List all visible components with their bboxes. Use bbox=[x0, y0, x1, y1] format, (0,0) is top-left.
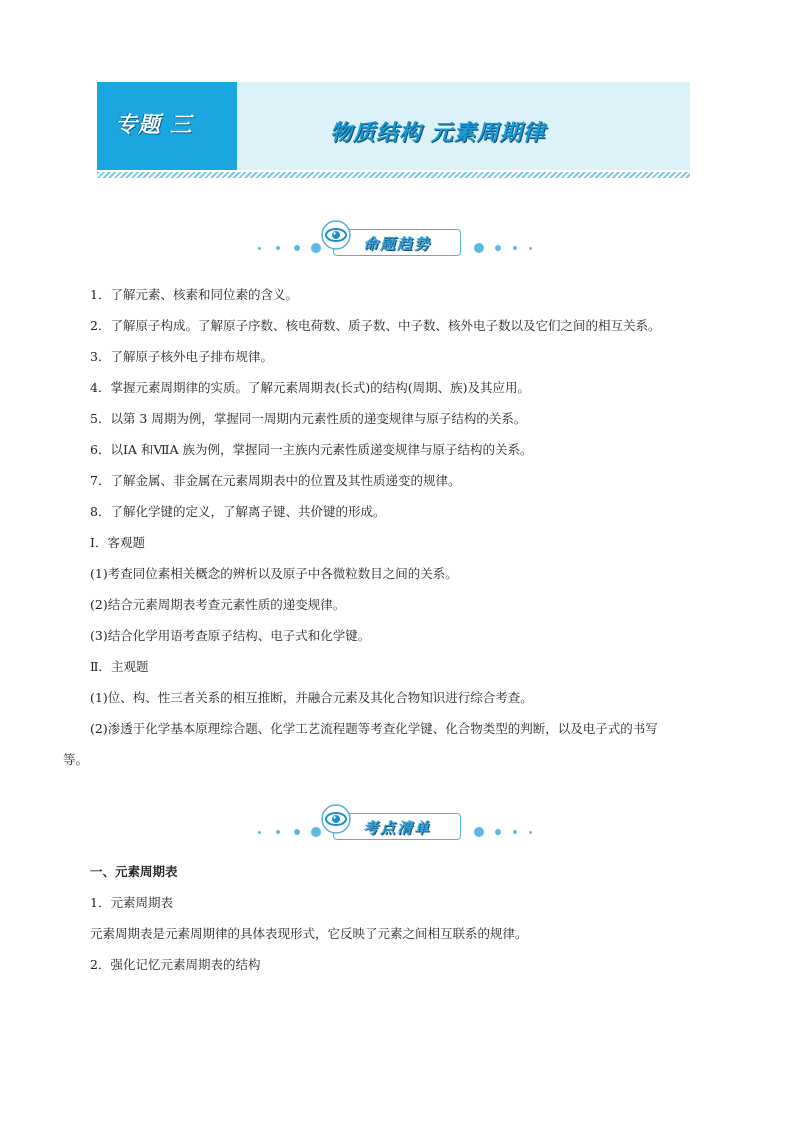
section-title: 命题趋势 bbox=[362, 235, 431, 253]
subjective-heading: Ⅱ．主观题 bbox=[90, 659, 149, 674]
subjective-item: (2)渗透于化学基本原理综合题、化学工艺流程题等考查化学键、化合物类型的判断，以及电子式的书写 bbox=[90, 721, 658, 736]
trend-item: 3．了解原子核外电子排布规律。 bbox=[90, 349, 273, 364]
trend-item: 5．以第 3 周期为例，掌握同一周期内元素性质的递变规律与原子结构的关系。 bbox=[90, 411, 527, 426]
objective-item: (1)考查同位素相关概念的辨析以及原子中各微粒数目之间的关系。 bbox=[90, 566, 458, 581]
topic-title: 物质结构 元素周期律 bbox=[330, 121, 546, 146]
checklist-paragraph: 元素周期表是元素周期律的具体表现形式，它反映了元素之间相互联系的规律。 bbox=[90, 926, 528, 941]
section-header-trend bbox=[0, 222, 794, 262]
banner-stripe-divider bbox=[97, 172, 690, 178]
trend-item: 1．了解元素、核素和同位素的含义。 bbox=[90, 287, 298, 302]
section-header-checklist bbox=[0, 806, 794, 846]
section-title-box bbox=[333, 229, 461, 256]
subjective-item-continued: 等。 bbox=[63, 752, 89, 767]
eye-icon bbox=[321, 804, 351, 834]
trend-item: 8．了解化学键的定义，了解离子键、共价键的形成。 bbox=[90, 504, 386, 519]
objective-heading: Ⅰ．客观题 bbox=[90, 535, 145, 550]
trend-item: 2．了解原子构成。了解原子序数、核电荷数、质子数、中子数、核外电子数以及它们之间的相互关系。 bbox=[90, 318, 661, 333]
section-title: 考点清单 bbox=[362, 819, 431, 837]
eye-icon bbox=[321, 220, 351, 250]
topic-banner bbox=[97, 82, 690, 170]
checklist-subheading: 1．元素周期表 bbox=[90, 895, 173, 910]
trend-item: 7．了解金属、非金属在元素周期表中的位置及其性质递变的规律。 bbox=[90, 473, 461, 488]
topic-label: 专题 三 bbox=[115, 113, 193, 138]
trend-item: 4．掌握元素周期律的实质。了解元素周期表(长式)的结构(周期、族)及其应用。 bbox=[90, 380, 530, 395]
checklist-subheading: 2．强化记忆元素周期表的结构 bbox=[90, 957, 261, 972]
topic-label-block bbox=[97, 82, 237, 170]
objective-item: (3)结合化学用语考查原子结构、电子式和化学键。 bbox=[90, 628, 371, 643]
checklist-heading: 一、元素周期表 bbox=[90, 864, 178, 879]
section-title-box bbox=[333, 813, 461, 840]
trend-item: 6．以ⅠA 和ⅦA 族为例，掌握同一主族内元素性质递变规律与原子结构的关系。 bbox=[90, 442, 533, 457]
objective-item: (2)结合元素周期表考查元素性质的递变规律。 bbox=[90, 597, 346, 612]
subjective-item: (1)位、构、性三者关系的相互推断，并融合元素及其化合物知识进行综合考查。 bbox=[90, 690, 533, 705]
